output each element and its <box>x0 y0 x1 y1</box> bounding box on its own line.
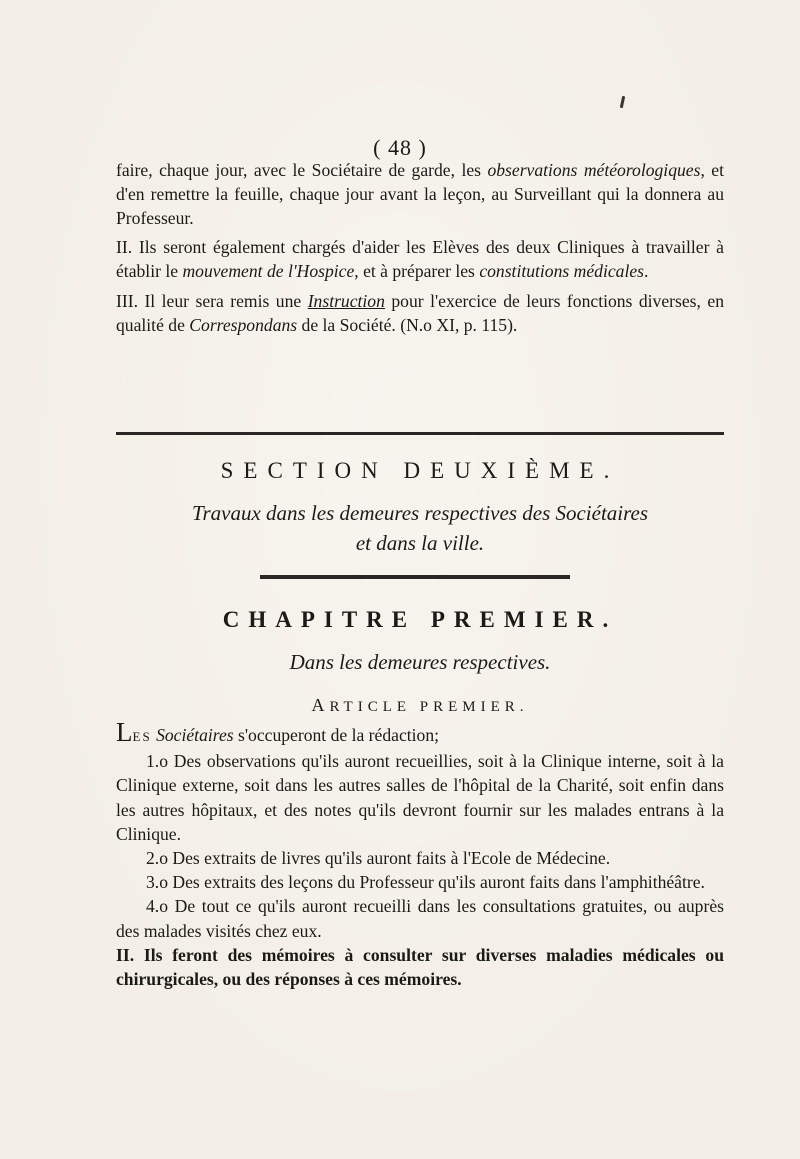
ink-mark <box>620 96 625 108</box>
text-block-top <box>116 158 724 337</box>
emphasis: mouvement de l'Hospice <box>182 260 355 281</box>
list-item: 2.o Des extraits de livres qu'ils auront faits à l'Ecole de Médecine. <box>146 848 611 869</box>
list-item: 1.o Des observations qu'ils auront recueillies, soit à la Clinique interne, soit à la Clinique externe, soit dans les autres salles de l'hôpital de la Charité, soit enfin dans les autres hôpitaux, et des notes qu'ils devront fournir sur les malades entrans à la Clinique. <box>116 751 724 844</box>
paragraph-iii: III. Il leur sera remis une Instruction pour l'exercice de leurs fonctions diverses, en qualité de Correspondans de la Société. (N.o XI, p. 115). <box>116 291 724 336</box>
paragraph-ii: II. Ils seront également chargés d'aider les Elèves des deux Cliniques à travailler à établir le mouvement de l'Hospice, et à préparer les constitutions médicales. <box>116 236 724 281</box>
paragraph: faire, chaque jour, avec le Sociétaire de garde, les observations météorologiques, et d'en remettre la feuille, chaque jour avant la leçon, au Surveillant qui la donnera au Professeur. <box>116 160 725 229</box>
article-title: ARTICLE PREMIER. <box>311 695 529 715</box>
page-number: ( 48 ) <box>373 135 427 160</box>
intro-paragraph: LES Sociétaires s'occuperont de la rédaction; <box>116 717 440 747</box>
chapter-subtitle: Dans les demeures respectives. <box>289 650 551 674</box>
divider-rule <box>116 432 724 435</box>
section-title: SECTION DEUXIÈME. <box>220 458 620 483</box>
divider-rule <box>260 575 570 579</box>
list-item: 4.o De tout ce qu'ils auront recueilli dans les consultations gratuites, ou auprès des malades visités chez eux. <box>116 896 724 941</box>
drop-cap: L <box>116 717 133 747</box>
emphasis: Sociétaires <box>156 725 234 745</box>
emphasis: constitutions médicales <box>479 260 644 281</box>
emphasis: Instruction <box>307 291 385 312</box>
paragraph-ii: II. Ils feront des mémoires à consulter sur diverses maladies médicales ou chirurgicales, ou des réponses à ces mémoires. <box>116 944 724 990</box>
list-item: 3.o Des extraits des leçons du Professeur qu'ils auront faits dans l'amphithéâtre. <box>146 872 705 893</box>
text-block-bottom <box>116 717 724 991</box>
chapter-title: CHAPITRE PREMIER. <box>222 607 618 632</box>
emphasis: Correspondans <box>189 315 298 336</box>
emphasis: observations météorologiques <box>487 160 701 180</box>
section-subtitle: Travaux dans les demeures respectives des Sociétaires et dans la ville. <box>191 501 649 555</box>
